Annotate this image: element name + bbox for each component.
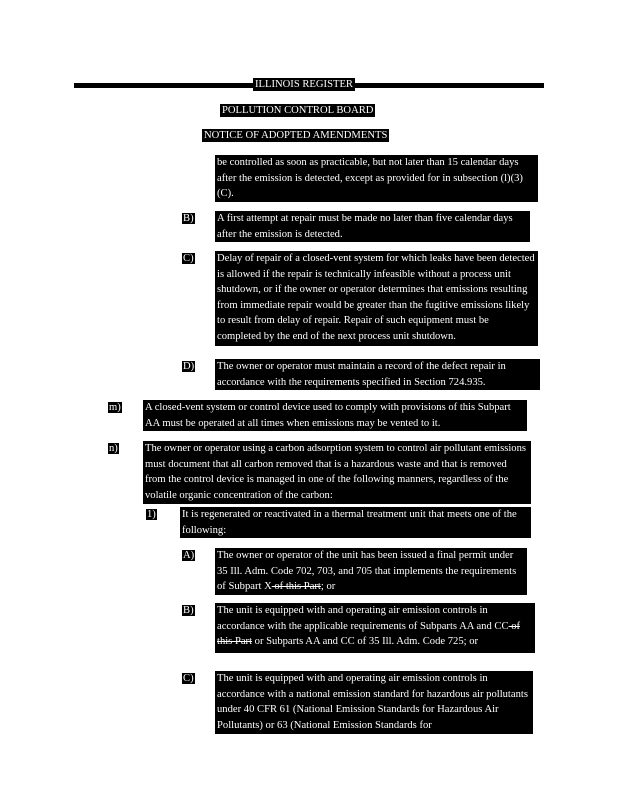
- continuation-paragraph: be controlled as soon as practicable, but not later than 15 calendar days after the emission is detected, except as provided for in subsection (l)(3)(C).: [215, 155, 538, 202]
- item-label: m): [109, 402, 121, 413]
- item-label: D): [183, 361, 195, 372]
- item-label: A): [183, 550, 195, 561]
- struck-text: of this Part: [271, 581, 321, 593]
- item-text: The owner or operator using a carbon adsorption system to control air pollutant emissions must document that all carbon removed that is a hazardous waste and that is removed from the control device is managed in one of the following manners, regardless of the volatile organic concentration of the carbon:: [143, 441, 531, 504]
- item-text: A closed-vent system or control device used to comply with provisions of this Subpart AA must be operated at all times when emissions may be vented to it.: [143, 400, 527, 431]
- item-text: Delay of repair of a closed-vent system for which leaks have been detected is allowed if the repair is technically infeasible without a process unit shutdown, or if the owner or operator determines that emissions resulting from immediate repair would be greater than the fugitive emissions likely to result from delay of repair. Repair of such equipment must be completed by the end of the next process unit shutdown.: [215, 251, 538, 346]
- item-label: C): [183, 253, 194, 264]
- item-label: 1): [147, 509, 156, 520]
- item-label: n): [109, 443, 118, 454]
- item-label: B): [183, 605, 194, 616]
- item-text: The unit is equipped with and operating air emission controls in accordance with a national emission standard for hazardous air pollutants under 40 CFR 61 (National Emission Standards for Hazardous Air Pollutants) or 63 (National Emission Standards for: [215, 671, 533, 734]
- item-text: The unit is equipped with and operating air emission controls in accordance with the applicable requirements of Subparts AA and CC of this Part or Subparts AA and CC of 35 Ill. Adm. Code 725; or: [215, 603, 535, 653]
- item-text: The owner or operator of the unit has been issued a final permit under 35 Ill. Adm. Code 702, 703, and 705 that implements the requirements of Subpart X of this Part; or: [215, 548, 527, 595]
- item-label: C): [183, 673, 194, 684]
- item-text: A first attempt at repair must be made no later than five calendar days after the emission is detected.: [215, 211, 530, 242]
- struck-text: of this Part: [217, 620, 521, 648]
- notice-title: NOTICE OF ADOPTED AMENDMENTS: [204, 130, 388, 141]
- item-text: It is regenerated or reactivated in a thermal treatment unit that meets one of the following:: [180, 507, 531, 538]
- item-text: The owner or operator must maintain a record of the defect repair in accordance with the requirements specified in Section 724.935.: [215, 359, 540, 390]
- item-label: B): [183, 213, 194, 224]
- board-title: POLLUTION CONTROL BOARD: [222, 105, 374, 116]
- register-title: ILLINOIS REGISTER: [255, 79, 353, 90]
